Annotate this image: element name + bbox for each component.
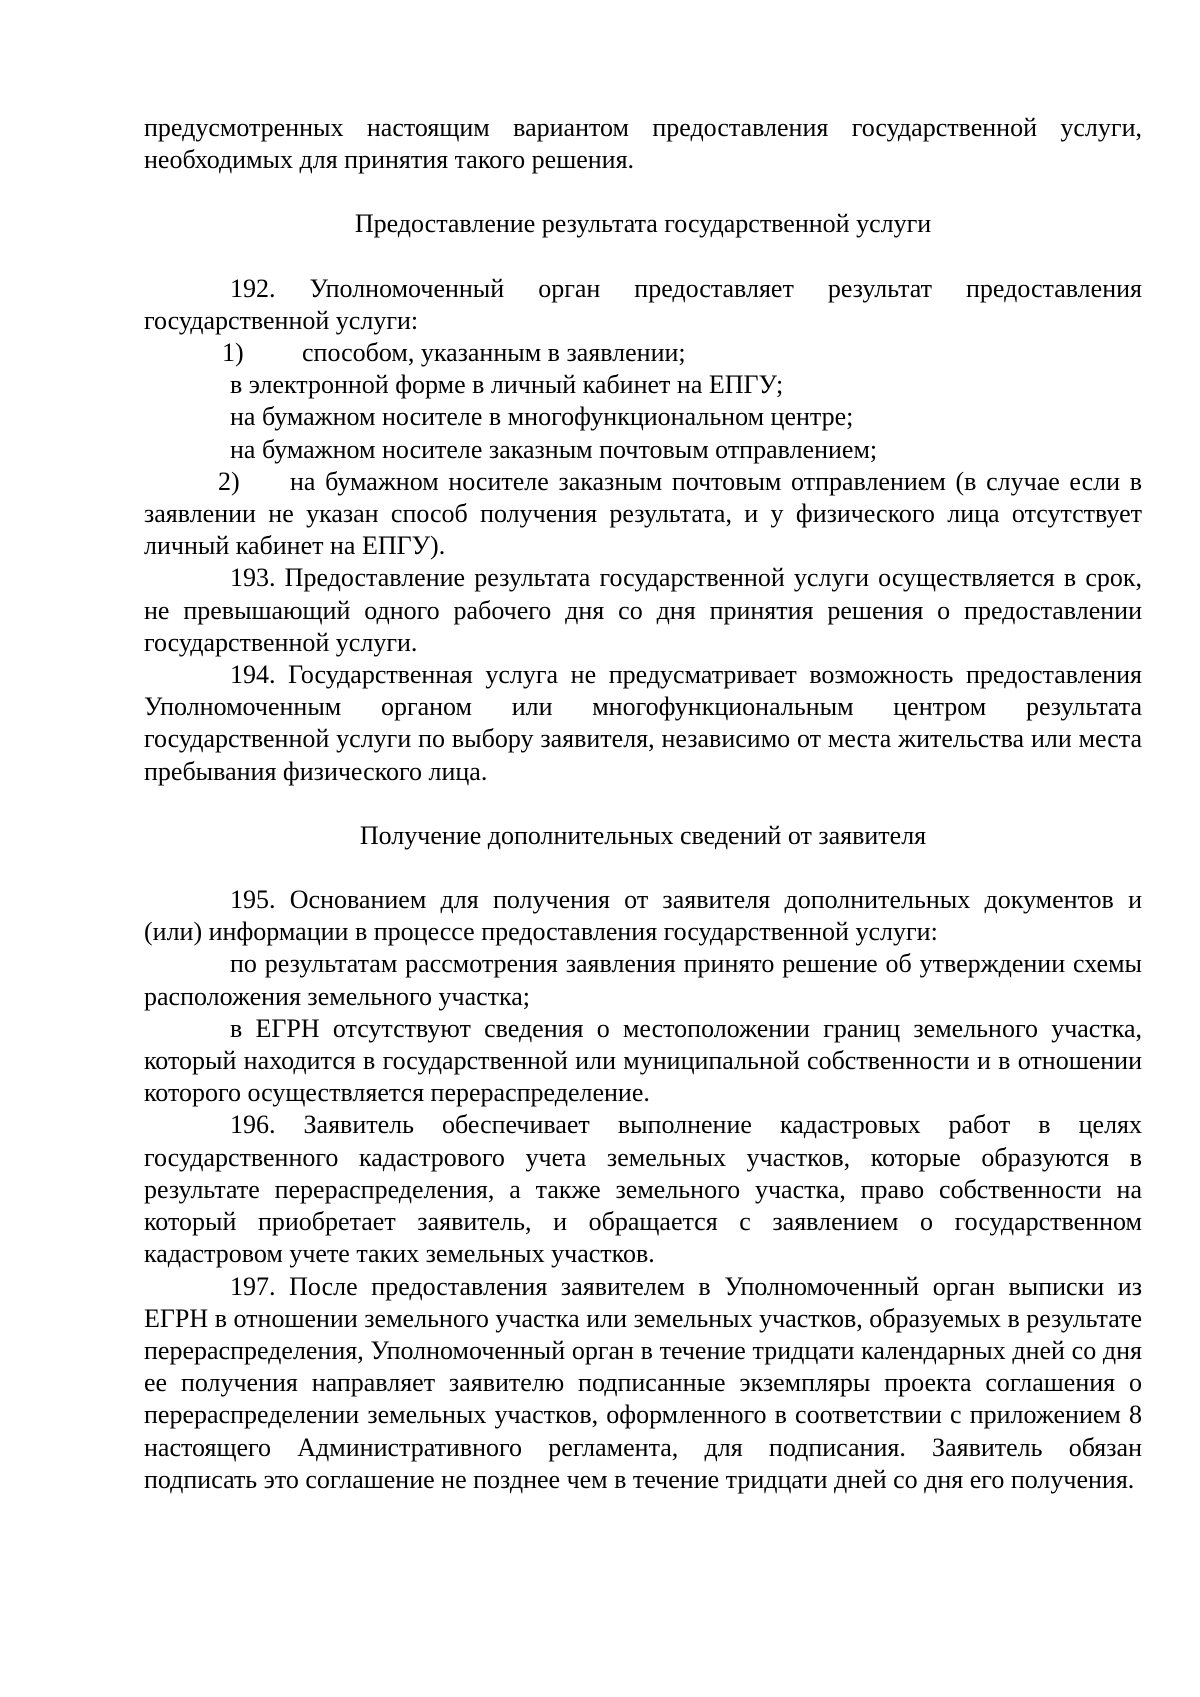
list-item-2 bbox=[144, 466, 1142, 563]
list-item-1-text: способом, указанным в заявлении; bbox=[302, 338, 686, 368]
paragraph-196: 196. Заявитель обеспечивает выполнение кадастровых работ в целях государственного кадастрового учета земельных участков, которые образуются в результате перераспределения, а также земельного участка, право собственности на который приобретает заявитель, и обращается с заявлением о государственном кадастровом учете таких земельных участков. bbox=[144, 1110, 1142, 1269]
paragraph-195: 195. Основанием для получения от заявителя дополнительных документов и (или) информации в процессе предоставления государственной услуги: bbox=[144, 885, 1142, 947]
list-item-1-sub-mfc: на бумажном носителе в многофункциональном центре; bbox=[230, 402, 854, 432]
paragraph-193: 193. Предоставление результата государственной услуги осуществляется в срок, не превышающий одного рабочего дня со дня принятия решения о предоставлении государственной услуги. bbox=[144, 563, 1142, 657]
intro-paragraph: предусмотренных настоящим вариантом предоставления государственной услуги, необходимых для принятия такого решения. bbox=[144, 113, 1142, 175]
paragraph-197: 197. После предоставления заявителем в Уполномоченный орган выписки из ЕГРН в отношении земельного участка или земельных участков, образуемых в результате перераспределения, Уполномоченный орган в течение тридцати календарных дней со дня ее получения направляет заявителю подписанные экземпляры проекта соглашения о перераспределении земельных участков, оформленного в соответствии с приложением 8 настоящего Административного регламента, для подписания. Заявитель обязан подписать это соглашение не позднее чем в течение тридцати дней со дня его получения. bbox=[144, 1271, 1142, 1494]
paragraph-195-b: в ЕГРН отсутствуют сведения о местоположении границ земельного участка, который находится в государственной или муниципальной собственности и в отношении которого осуществляется перераспределение. bbox=[144, 1013, 1142, 1108]
section-heading-result: Предоставление результата государственной услуги bbox=[354, 209, 932, 239]
paragraph-192: 192. Уполномоченный орган предоставляет результат предоставления государственной услуги: bbox=[144, 273, 1142, 335]
list-item-2-number: 2) bbox=[218, 466, 240, 496]
list-item-1-sub-mail: на бумажном носителе заказным почтовым отправлением; bbox=[230, 434, 878, 464]
list-item-1 bbox=[144, 337, 1142, 369]
section-heading-additional-info: Получение дополнительных сведений от заявителя bbox=[359, 820, 927, 850]
paragraph-194: 194. Государственная услуга не предусматривает возможность предоставления Уполномоченным органом или многофункциональным центром результата государственной услуги по выбору заявителя, независимо от места жительства или места пребывания физического лица. bbox=[144, 660, 1142, 786]
list-item-1-number: 1) bbox=[222, 338, 244, 368]
list-item-1-sub-electronic: в электронной форме в личный кабинет на ЕПГУ; bbox=[230, 370, 784, 400]
paragraph-195-a: по результатам рассмотрения заявления принято решение об утверждении схемы расположения земельного участка; bbox=[144, 949, 1142, 1011]
list-item-2-text: на бумажном носителе заказным почтовым отправлением (в случае если в заявлении не указан способ получения результата, и у физического лица отсутствует личный кабинет на ЕПГУ). bbox=[144, 466, 1142, 561]
document-page bbox=[144, 112, 1142, 1496]
